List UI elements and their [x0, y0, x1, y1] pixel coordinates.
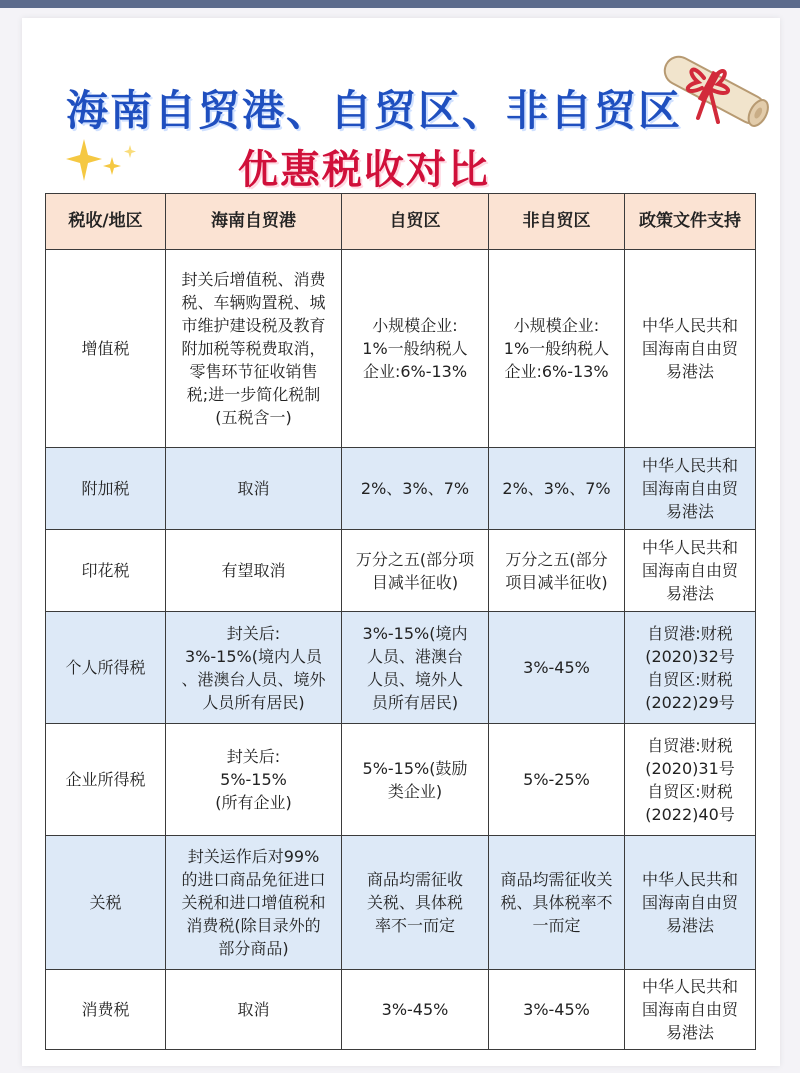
cell-hainan: 封关后: 3%-15%(境内人员 、港澳台人员、境外 人员所有居民)	[166, 612, 342, 724]
cell-non-ftz: 2%、3%、7%	[489, 448, 625, 530]
cell-ftz: 万分之五(部分项 目减半征收)	[342, 530, 489, 612]
cell-tax: 增值税	[46, 250, 166, 448]
header-ftz: 自贸区	[342, 194, 489, 250]
cell-tax: 附加税	[46, 448, 166, 530]
cell-non-ftz: 5%-25%	[489, 724, 625, 836]
cell-non-ftz: 3%-45%	[489, 970, 625, 1050]
cell-ftz: 小规模企业: 1%一般纳税人 企业:6%-13%	[342, 250, 489, 448]
cell-ftz: 3%-45%	[342, 970, 489, 1050]
cell-hainan: 封关运作后对99% 的进口商品免征进口 关税和进口增值税和 消费税(除目录外的 部分商品)	[166, 836, 342, 970]
table-row	[46, 970, 756, 1050]
table-row	[46, 250, 756, 448]
table-row	[46, 612, 756, 724]
header-hainan: 海南自贸港	[166, 194, 342, 250]
cell-hainan: 取消	[166, 448, 342, 530]
top-bar	[0, 0, 800, 8]
title-line-1: 海南自贸港、自贸区、非自贸区	[66, 86, 683, 135]
table-row	[46, 530, 756, 612]
table-header-row	[46, 194, 756, 250]
cell-policy: 中华人民共和 国海南自由贸 易港法	[625, 970, 756, 1050]
cell-hainan: 封关后增值税、消费 税、车辆购置税、城 市维护建设税及教育 附加税等税费取消， 零售环节征收销售 税;进一步简化税制 (五税含一)	[166, 250, 342, 448]
cell-ftz: 5%-15%(鼓励 类企业)	[342, 724, 489, 836]
cell-tax: 消费税	[46, 970, 166, 1050]
table-row	[46, 836, 756, 970]
cell-hainan: 封关后: 5%-15% (所有企业)	[166, 724, 342, 836]
cell-ftz: 2%、3%、7%	[342, 448, 489, 530]
tax-comparison-table	[45, 193, 756, 1050]
cell-policy: 中华人民共和 国海南自由贸 易港法	[625, 530, 756, 612]
diploma-scroll-icon	[652, 42, 778, 138]
cell-ftz: 商品均需征收 关税、具体税 率不一而定	[342, 836, 489, 970]
title-line-2: 优惠税收对比	[238, 147, 490, 193]
cell-policy: 自贸港:财税 (2020)31号 自贸区:财税 (2022)40号	[625, 724, 756, 836]
sparkle-icon	[66, 135, 146, 195]
cell-policy: 中华人民共和 国海南自由贸 易港法	[625, 250, 756, 448]
cell-hainan: 有望取消	[166, 530, 342, 612]
cell-policy: 中华人民共和 国海南自由贸 易港法	[625, 448, 756, 530]
cell-tax: 印花税	[46, 530, 166, 612]
cell-non-ftz: 3%-45%	[489, 612, 625, 724]
cell-tax: 个人所得税	[46, 612, 166, 724]
table-row	[46, 448, 756, 530]
cell-policy: 自贸港:财税 (2020)32号 自贸区:财税 (2022)29号	[625, 612, 756, 724]
table-row	[46, 724, 756, 836]
cell-policy: 中华人民共和 国海南自由贸 易港法	[625, 836, 756, 970]
cell-tax: 企业所得税	[46, 724, 166, 836]
header-policy: 政策文件支持	[625, 194, 756, 250]
cell-hainan: 取消	[166, 970, 342, 1050]
cell-non-ftz: 商品均需征收关 税、具体税率不 一而定	[489, 836, 625, 970]
header-non-ftz: 非自贸区	[489, 194, 625, 250]
header-tax-region: 税收/地区	[46, 194, 166, 250]
cell-non-ftz: 小规模企业: 1%一般纳税人 企业:6%-13%	[489, 250, 625, 448]
cell-ftz: 3%-15%(境内 人员、港澳台 人员、境外人 员所有居民)	[342, 612, 489, 724]
cell-tax: 关税	[46, 836, 166, 970]
cell-non-ftz: 万分之五(部分 项目减半征收)	[489, 530, 625, 612]
